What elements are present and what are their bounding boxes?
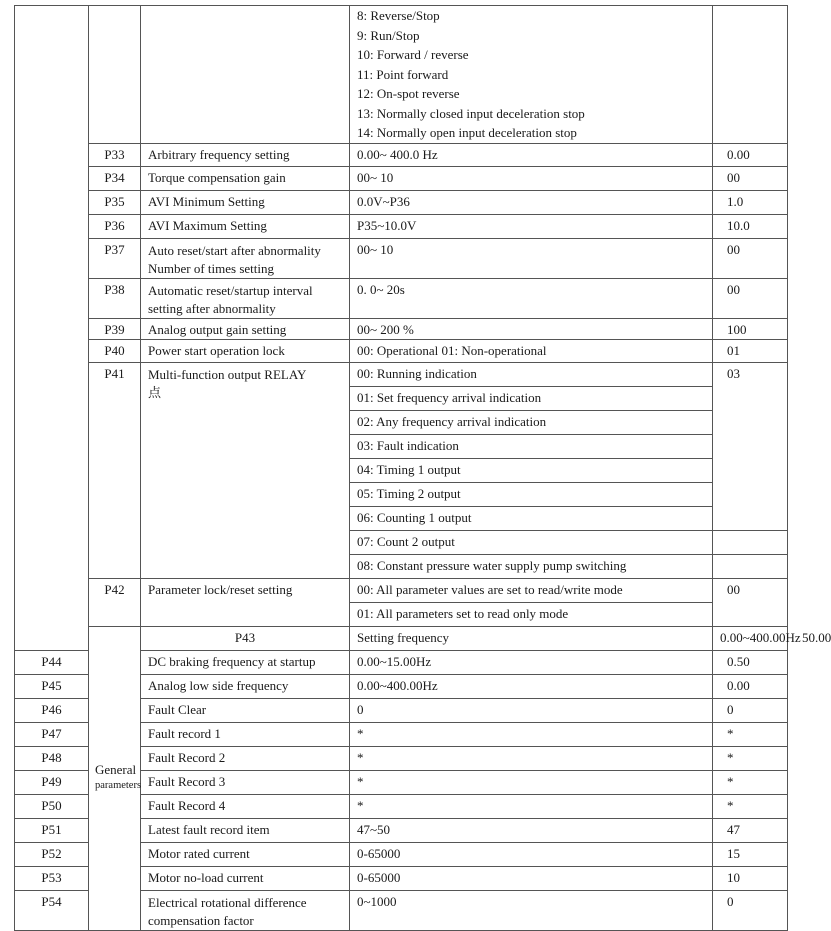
- param-default: *: [713, 746, 788, 770]
- param-range: *: [350, 770, 713, 794]
- option-item: 12: On-spot reverse: [357, 86, 460, 101]
- param-range: 0.00~400.00Hz: [350, 674, 713, 698]
- table-row: [15, 278, 788, 318]
- table-row: [15, 214, 788, 238]
- option-item: 00: Running indication: [350, 362, 713, 386]
- param-default: 0.00: [713, 674, 788, 698]
- default-cell-empty: [713, 554, 788, 578]
- param-default: *: [713, 794, 788, 818]
- param-name: [141, 278, 350, 318]
- param-code: P33: [89, 143, 141, 166]
- param-name: Fault Record 4: [141, 794, 350, 818]
- param-default: 10: [713, 866, 788, 890]
- param-range: 0~1000: [350, 890, 713, 930]
- table-row: General parameters P43 Setting frequency 0.00~400.00Hz 50.00: [15, 626, 788, 650]
- param-default: 00: [713, 238, 788, 278]
- param-code: P43: [141, 626, 350, 650]
- param-default: 00: [713, 166, 788, 190]
- table-row: [15, 166, 788, 190]
- param-name-line: Number of times setting: [148, 260, 275, 276]
- param-name: Torque compensation gain: [141, 166, 350, 190]
- option-item: 05: Timing 2 output: [350, 482, 713, 506]
- code-cell: [89, 6, 141, 144]
- table-row-continued: [15, 6, 788, 144]
- table-row-p41: [15, 362, 788, 386]
- param-name: [141, 238, 350, 278]
- param-name: Analog low side frequency: [141, 674, 350, 698]
- param-name-line: Electrical rotational difference: [148, 894, 307, 910]
- param-code: P34: [89, 166, 141, 190]
- param-code: P36: [89, 214, 141, 238]
- param-name-line: setting after abnormality: [148, 300, 276, 316]
- param-name: AVI Minimum Setting: [141, 190, 350, 214]
- param-range: 47~50: [350, 818, 713, 842]
- option-item: 06: Counting 1 output: [350, 506, 713, 530]
- option-item: 11: Point forward: [357, 66, 449, 82]
- param-name: Fault Record 3: [141, 770, 350, 794]
- table-row: [15, 190, 788, 214]
- default-cell-empty: [713, 530, 788, 554]
- param-default: 10.0: [713, 214, 788, 238]
- table-row-p42: [15, 578, 788, 602]
- param-name: [141, 362, 350, 578]
- range-options-cell: [350, 6, 713, 144]
- param-name: [141, 890, 350, 930]
- group-label-general-parameters: [89, 626, 141, 930]
- param-range: *: [350, 746, 713, 770]
- param-name-line: 点: [148, 384, 162, 400]
- param-name: Arbitrary frequency setting: [141, 143, 350, 166]
- param-range: 00~ 10: [350, 166, 713, 190]
- param-code: P54: [15, 890, 89, 930]
- param-default: 0: [713, 890, 788, 930]
- param-name: Fault record 1: [141, 722, 350, 746]
- param-name-line: Multi-function output RELAY: [148, 366, 307, 382]
- param-range: 0-65000: [350, 866, 713, 890]
- param-name: Setting frequency: [350, 626, 713, 650]
- param-default: 47: [713, 818, 788, 842]
- param-default: *: [713, 770, 788, 794]
- param-default: 0.00: [713, 143, 788, 166]
- param-name: Analog output gain setting: [141, 318, 350, 339]
- param-name: Motor no-load current: [141, 866, 350, 890]
- param-code: P48: [15, 746, 89, 770]
- param-range: 00~ 10: [350, 238, 713, 278]
- param-name-line: Auto reset/start after abnormality: [148, 242, 321, 258]
- table-row: [15, 339, 788, 362]
- option-item: 01: All parameters set to read only mode: [350, 602, 713, 626]
- option-item: 8: Reverse/Stop: [357, 8, 440, 23]
- param-range: 0.00~400.00Hz: [713, 626, 788, 650]
- param-name: Fault Record 2: [141, 746, 350, 770]
- option-item: 03: Fault indication: [350, 434, 713, 458]
- param-default: 01: [713, 339, 788, 362]
- param-range: 0.00~ 400.0 Hz: [350, 143, 713, 166]
- name-cell: [141, 6, 350, 144]
- param-default: *: [713, 722, 788, 746]
- param-range: 0-65000: [350, 842, 713, 866]
- param-range: P35~10.0V: [350, 214, 713, 238]
- default-cell: [713, 6, 788, 144]
- param-default: 00: [713, 278, 788, 318]
- option-item: 00: All parameter values are set to read/write mode: [350, 578, 713, 602]
- option-item: 04: Timing 1 output: [350, 458, 713, 482]
- param-code: P46: [15, 698, 89, 722]
- param-code: P41: [89, 362, 141, 578]
- option-item: 9: Run/Stop: [357, 27, 420, 43]
- param-code: P39: [89, 318, 141, 339]
- param-code: P40: [89, 339, 141, 362]
- param-range: 0.0V~P36: [350, 190, 713, 214]
- table-row: [15, 238, 788, 278]
- param-range: *: [350, 794, 713, 818]
- param-default: 15: [713, 842, 788, 866]
- param-range: *: [350, 722, 713, 746]
- param-code: P45: [15, 674, 89, 698]
- param-default: 100: [713, 318, 788, 339]
- option-item: 07: Count 2 output: [350, 530, 713, 554]
- param-code: P51: [15, 818, 89, 842]
- group-title: General: [95, 762, 137, 777]
- table-row: [15, 318, 788, 339]
- param-name: Power start operation lock: [141, 339, 350, 362]
- param-default: 0.50: [713, 650, 788, 674]
- param-code: P42: [89, 578, 141, 626]
- option-item: 02: Any frequency arrival indication: [350, 410, 713, 434]
- param-range: 0. 0~ 20s: [350, 278, 713, 318]
- param-default: 0: [713, 698, 788, 722]
- option-item: 08: Constant pressure water supply pump switching: [350, 554, 713, 578]
- option-item: 01: Set frequency arrival indication: [350, 386, 713, 410]
- param-name: Parameter lock/reset setting: [141, 578, 350, 626]
- group-cell-previous: [15, 6, 89, 651]
- param-name: Latest fault record item: [141, 818, 350, 842]
- param-name: DC braking frequency at startup: [141, 650, 350, 674]
- param-range: 0.00~15.00Hz: [350, 650, 713, 674]
- param-name-line: compensation factor: [148, 912, 254, 928]
- option-item: 10: Forward / reverse: [357, 47, 469, 62]
- param-name-line: Automatic reset/startup interval: [148, 282, 313, 298]
- param-range: 00~ 200 %: [350, 318, 713, 339]
- param-default: 1.0: [713, 190, 788, 214]
- option-item: 13: Normally closed input deceleration stop: [357, 105, 585, 121]
- param-name: Motor rated current: [141, 842, 350, 866]
- param-default: 03: [713, 362, 788, 530]
- param-name: Fault Clear: [141, 698, 350, 722]
- param-range: 0: [350, 698, 713, 722]
- option-item: 14: Normally open input deceleration stop: [357, 125, 577, 140]
- param-code: P53: [15, 866, 89, 890]
- param-code: P49: [15, 770, 89, 794]
- group-subtitle: parameters: [95, 780, 142, 791]
- param-code: P44: [15, 650, 89, 674]
- param-name: AVI Maximum Setting: [141, 214, 350, 238]
- param-range: 00: Operational 01: Non-operational: [350, 339, 713, 362]
- parameter-table: [14, 5, 831, 931]
- param-code: P47: [15, 722, 89, 746]
- param-code: P37: [89, 238, 141, 278]
- param-code: P50: [15, 794, 89, 818]
- param-code: P35: [89, 190, 141, 214]
- param-default: 00: [713, 578, 788, 626]
- param-code: P52: [15, 842, 89, 866]
- table-row: [15, 143, 788, 166]
- param-code: P38: [89, 278, 141, 318]
